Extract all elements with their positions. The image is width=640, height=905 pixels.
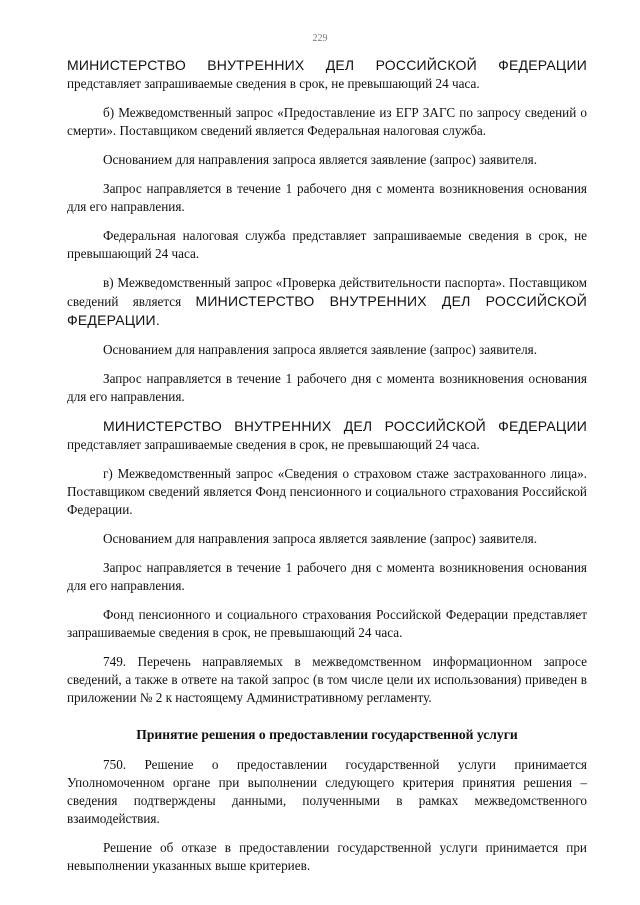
paragraph — [67, 839, 587, 875]
paragraph-text: Решение об отказе в предоставлении государственной услуги принимается при невыполнении указанных выше критериев. — [67, 840, 587, 873]
paragraph — [67, 341, 587, 359]
paragraph-text: 750. Решение о предоставлении государственной услуги принимается Уполномоченном органе при выполнении следующего критерия принятия решения – сведения подтверждены данными, полученными в рамках межведомственного взаимодействия. — [67, 757, 587, 826]
paragraph — [67, 151, 587, 169]
paragraph — [67, 104, 587, 140]
paragraph-text: Запрос направляется в течение 1 рабочего дня с момента возникновения основания для его направления. — [67, 371, 587, 404]
paragraph-text: представляет запрашиваемые сведения в срок, не превышающий 24 часа. — [67, 76, 480, 91]
paragraph — [67, 606, 587, 642]
page-number: 229 — [312, 33, 328, 44]
agency-name-text: МИНИСТЕРСТВО ВНУТРЕННИХ ДЕЛ РОССИЙСКОЙ ФЕДЕРАЦИИ — [103, 418, 587, 434]
paragraph-text: Запрос направляется в течение 1 рабочего дня с момента возникновения основания для его направления. — [67, 560, 587, 593]
paragraph — [67, 653, 587, 707]
paragraph-text: Основанием для направления запроса является заявление (запрос) заявителя. — [103, 342, 538, 357]
document-body — [67, 56, 587, 875]
paragraph — [67, 417, 587, 454]
section-heading: Принятие решения о предоставлении государственной услуги — [136, 727, 518, 742]
paragraph — [67, 274, 587, 330]
paragraph — [67, 465, 587, 519]
paragraph-text: г) Межведомственный запрос «Сведения о страховом стаже застрахованного лица». Поставщиком сведений является Фонд пенсионного и социального страхования Российской Федерации. — [67, 466, 587, 517]
paragraph-text: Основанием для направления запроса является заявление (запрос) заявителя. — [103, 531, 538, 546]
paragraph-text: в) Межведомственный запрос «Проверка действительности паспорта». Поставщиком сведений является — [67, 275, 587, 309]
paragraph-text: Основанием для направления запроса является заявление (запрос) заявителя. — [103, 152, 538, 167]
agency-name-text: МИНИСТЕРСТВО ВНУТРЕННИХ ДЕЛ РОССИЙСКОЙ ФЕДЕРАЦИИ — [67, 57, 587, 73]
paragraph-text: представляет запрашиваемые сведения в срок, не превышающий 24 часа. — [67, 437, 480, 452]
paragraph-text: Фонд пенсионного и социального страхования Российской Федерации представляет запрашиваемые сведения в срок, не превышающий 24 часа. — [67, 607, 587, 640]
paragraph — [67, 56, 587, 93]
agency-name-text: МИНИСТЕРСТВО ВНУТРЕННИХ ДЕЛ РОССИЙСКОЙ ФЕДЕРАЦИИ. — [67, 293, 587, 328]
paragraph-text: Федеральная налоговая служба представляет запрашиваемые сведения в срок, не превышающий 24 часа. — [67, 228, 587, 261]
paragraph — [67, 530, 587, 548]
paragraph — [67, 559, 587, 595]
paragraph — [67, 756, 587, 828]
paragraph-text: Запрос направляется в течение 1 рабочего дня с момента возникновения основания для его направления. — [67, 181, 587, 214]
paragraph-text: б) Межведомственный запрос «Предоставление из ЕГР ЗАГС по запросу сведений о смерти». Поставщиком сведений является Федеральная налоговая служба. — [67, 105, 587, 138]
paragraph — [67, 180, 587, 216]
paragraph — [67, 370, 587, 406]
paragraph — [67, 227, 587, 263]
paragraph-text: 749. Перечень направляемых в межведомственном информационном запросе сведений, а также в ответе на такой запрос (в том числе цели их использования) приведен в приложении № 2 к настоящему Административному регламенту. — [67, 654, 587, 705]
